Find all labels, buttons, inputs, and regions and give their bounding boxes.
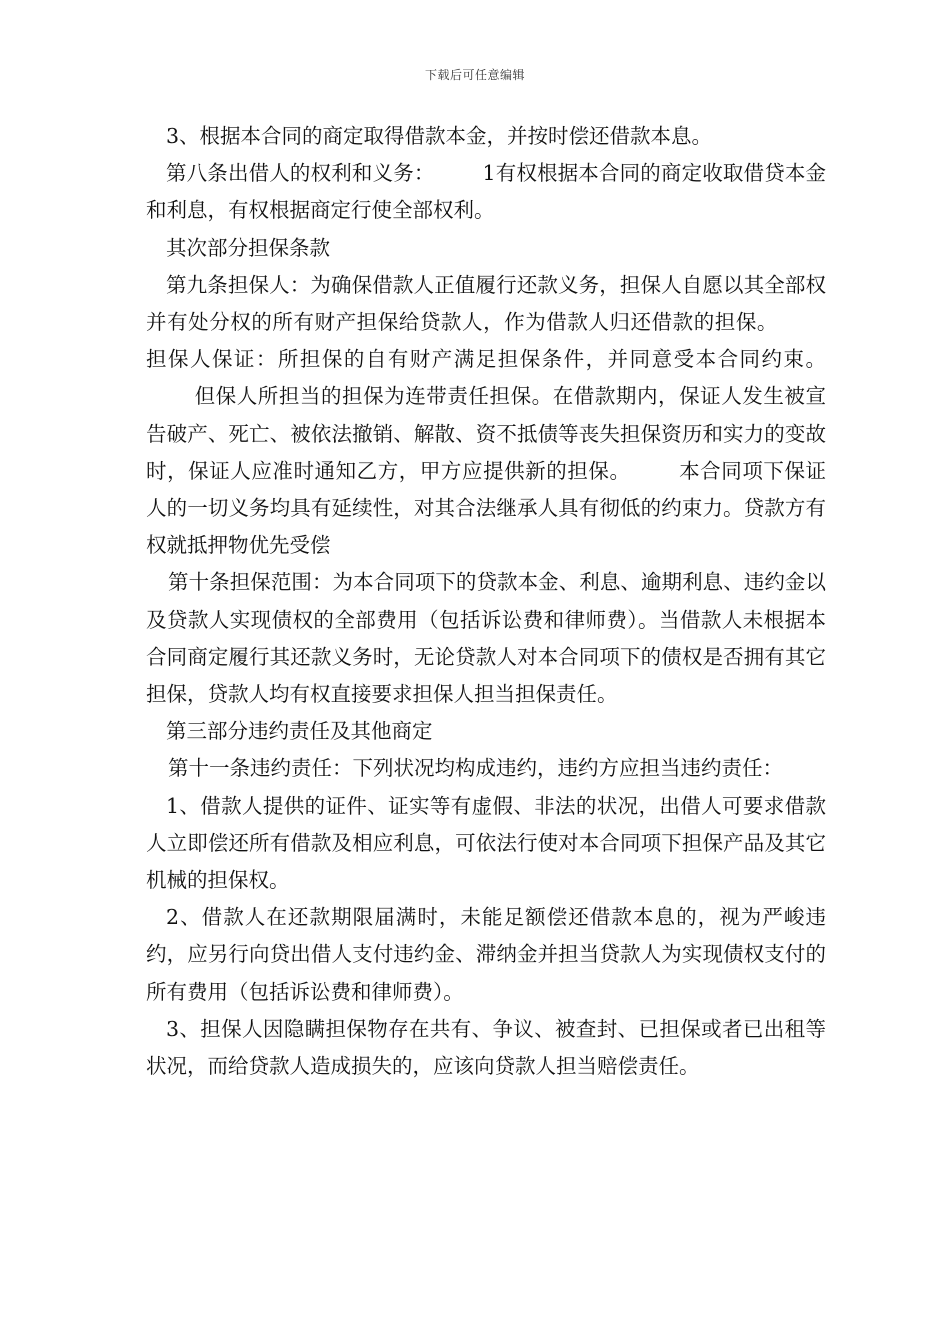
paragraph-borrower-duty-3: 3、根据本合同的商定取得借款本金，并按时偿还借款本息。: [166, 124, 713, 148]
article-8-title: 第八条出借人的权利和义务：: [166, 161, 435, 186]
paragraph-breach-item-2: 2、借款人在还款期限届满时，未能足额偿还借款本息的，视为严峻违约，应另行向贷出借人支付违约金、滞纳金并担当贷款人为实现债权支付的所有费用（包括诉讼费和律师费）。: [146, 905, 826, 1004]
article-9-part-c: 但保人所担当的担保为连带责任担保。在借款期内，保证人发生被宣告破产、死亡、被依法撤销、解散、资不抵债等丧失担保资历和实力的变故时，保证人应准时通知乙方，甲方应提供新的担保。: [146, 384, 826, 483]
article-9-part-b: 担保人保证：所担保的自有财产满足担保条件，并同意受本合同约束。: [146, 347, 826, 372]
paragraph-article-10: 第十条担保范围：为本合同项下的贷款本金、利息、逾期利息、违约金以及贷款人实现债权的全部费用（包括诉讼费和律师费）。当借款人未根据本合同商定履行其还款义务时，无论贷款人对本合同项下的债权是否拥有其它担保，贷款人均有权直接要求担保人担当担保责任。: [146, 570, 826, 707]
article-9-part-d: 本合同项下保证人的一切义务均具有延续性，对其合法继承人具有彻低的约束力。贷款方有权就抵押物优先受偿: [146, 458, 827, 558]
paragraph-article-9: [146, 267, 826, 565]
paragraph-article-11: 第十一条违约责任：下列状况均构成违约，违约方应担当违约责任：: [168, 756, 783, 781]
section-heading-guarantee: 其次部分担保条款: [166, 235, 330, 260]
article-8-body: 1有权根据本合同的商定收取借贷本金和利息，有权根据商定行使全部权利。: [146, 161, 826, 223]
paragraph-breach-item-3: 3、担保人因隐瞒担保物存在共有、争议、被查封、已担保或者已出租等状况，而给贷款人造成损失的，应该向贷款人担当赔偿责任。: [146, 1016, 826, 1079]
paragraph-article-8: [146, 155, 826, 229]
document-body: [146, 118, 826, 1085]
article-9-part-a: 第九条担保人：为确保借款人正值履行还款义务，担保人自愿以其全部权并有处分权的所有财产担保给贷款人，作为借款人归还借款的担保。: [146, 272, 826, 335]
page-header-note: 下载后可任意编辑: [424, 68, 525, 82]
section-heading-liability: 第三部分违约责任及其他商定: [166, 719, 433, 744]
paragraph-breach-item-1: 1、借款人提供的证件、证实等有虚假、非法的状况，出借人可要求借款人立即偿还所有借款及相应利息，可依法行使对本合同项下担保产品及其它机械的担保权。: [146, 793, 826, 893]
